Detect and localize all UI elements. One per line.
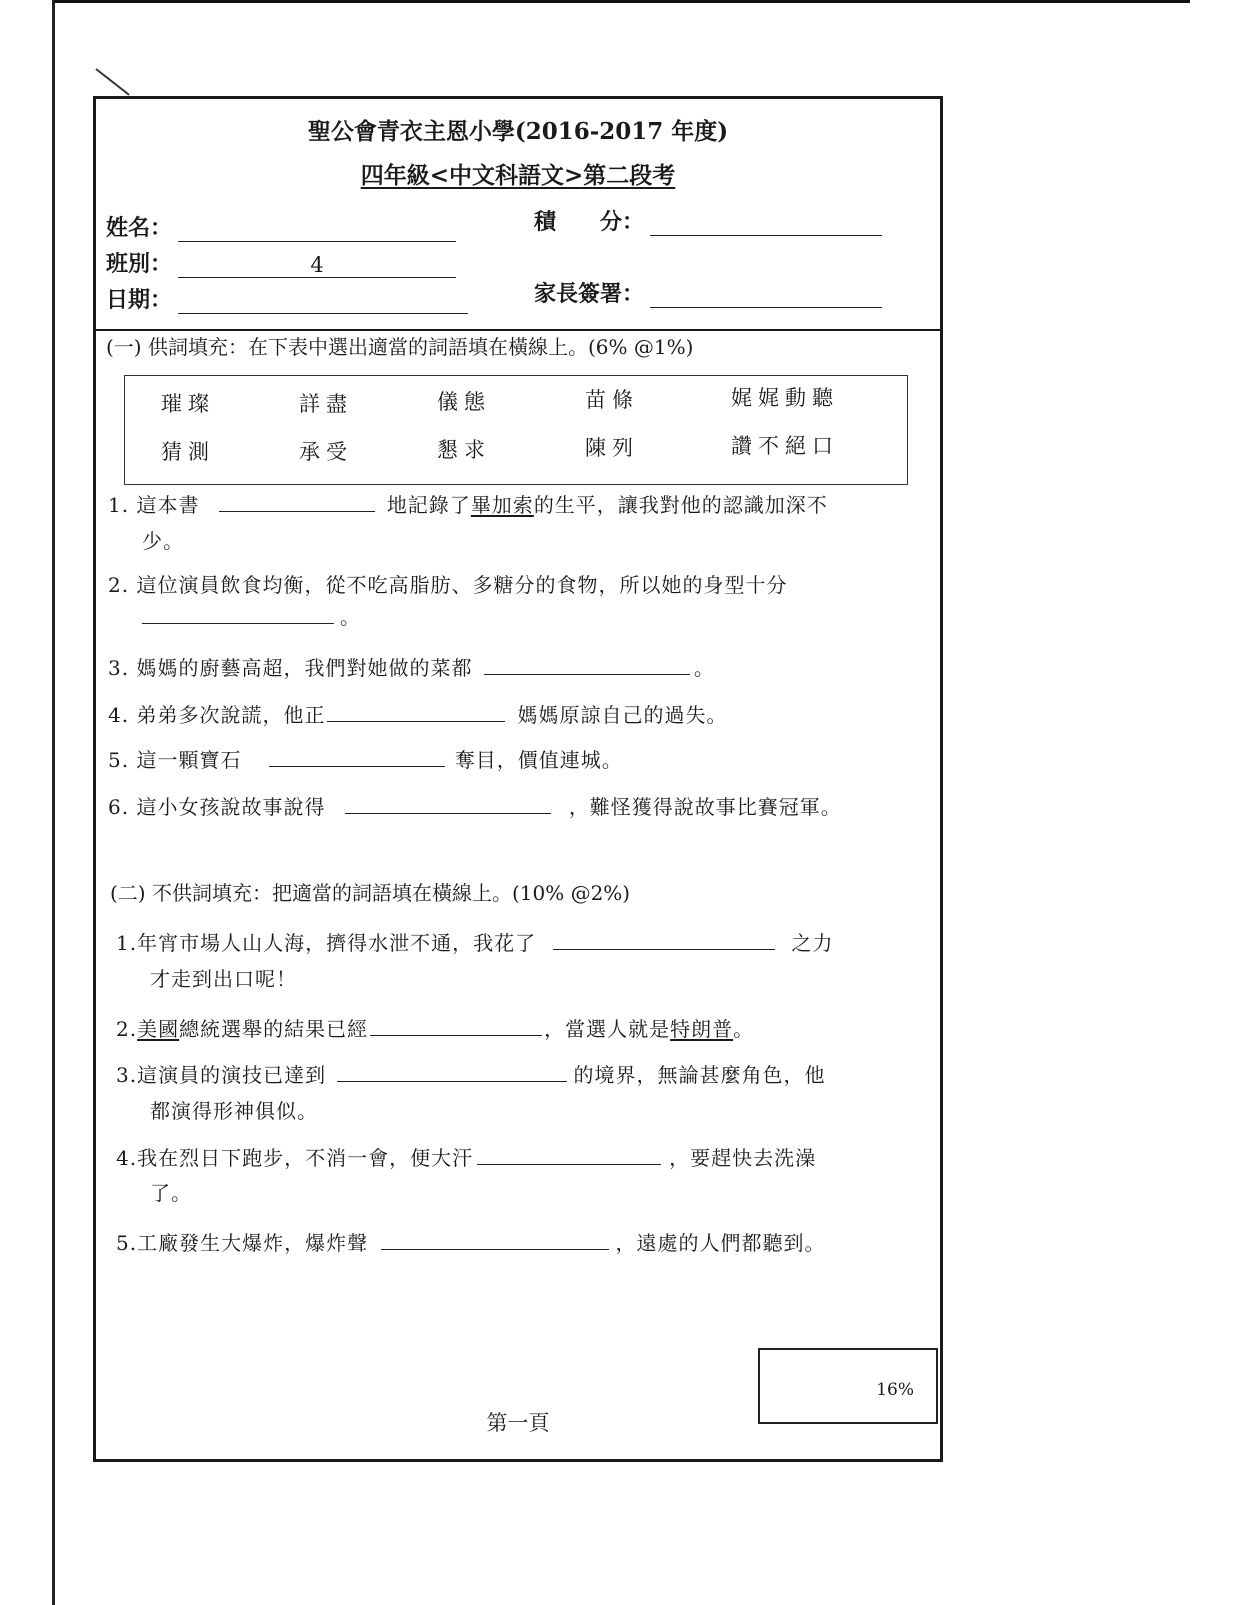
word-bank-item: 璀璨 bbox=[161, 392, 215, 416]
word-bank-item: 猜測 bbox=[161, 440, 215, 464]
answer-blank[interactable] bbox=[381, 1229, 609, 1250]
name-field: 姓名： bbox=[106, 211, 456, 242]
s2-question-4: 4.我在烈日下跑步，不消一會，便大汗 ，要趕快去洗澡 bbox=[116, 1146, 817, 1170]
class-input-line[interactable] bbox=[178, 253, 456, 278]
s1-question-2: 2. 這位演員飲食均衡，從不吃高脂肪、多糖分的食物，所以她的身型十分 bbox=[108, 573, 788, 597]
s1-question-6: 6. 這小女孩說故事說得 ，難怪獲得說故事比賽冠軍。 bbox=[108, 795, 842, 819]
scan-mark bbox=[95, 68, 129, 95]
s2-question-2: 2.美國總統選舉的結果已經 ，當選人就是特朗普。 bbox=[116, 1017, 755, 1041]
class-value: 4 bbox=[310, 253, 324, 277]
word-bank-item: 儀態 bbox=[437, 390, 491, 414]
s1-question-5: 5. 這一顆寶石 奪目，價值連城。 bbox=[108, 748, 623, 772]
s2-question-3: 3.這演員的演技已達到 的境界，無論甚麼角色，他 bbox=[116, 1063, 826, 1087]
s1-question-3: 3. 媽媽的廚藝高超，我們對她做的菜都 。 bbox=[108, 656, 715, 680]
answer-blank[interactable] bbox=[142, 603, 334, 624]
exam-title: 四年級<中文科語文>第二段考 bbox=[360, 162, 676, 189]
scan-edge-top bbox=[55, 0, 1190, 3]
s2-question-1-cont: 才走到出口呢！ bbox=[150, 967, 297, 991]
answer-blank[interactable] bbox=[484, 654, 690, 675]
section-score-label: 16% bbox=[876, 1380, 914, 1400]
school-title: 聖公會青衣主恩小學(2016-2017 年度) bbox=[307, 118, 729, 145]
word-bank-item: 詳盡 bbox=[299, 392, 353, 416]
s2-question-5: 5.工廠發生大爆炸，爆炸聲 ，遠處的人們都聽到。 bbox=[116, 1231, 826, 1255]
class-field: 班別： 4 bbox=[106, 247, 456, 278]
s2-question-1: 1.年宵市場人山人海，擠得水泄不通，我花了 之力 bbox=[116, 931, 834, 955]
answer-blank[interactable] bbox=[345, 793, 551, 814]
s2-question-3-cont: 都演得形神俱似。 bbox=[150, 1099, 318, 1123]
s1-question-1-cont: 少。 bbox=[142, 529, 184, 553]
word-bank bbox=[124, 375, 908, 485]
name-input-line[interactable] bbox=[178, 217, 456, 242]
answer-blank[interactable] bbox=[337, 1061, 567, 1082]
answer-blank[interactable] bbox=[327, 701, 505, 722]
word-bank-item: 承受 bbox=[299, 440, 353, 464]
s1-question-1: 1. 這本書 地記錄了畢加索的生平，讓我對他的認識加深不 bbox=[108, 493, 828, 517]
scan-edge-left bbox=[52, 0, 55, 1605]
word-bank-item: 陳列 bbox=[585, 436, 639, 460]
date-field: 日期： bbox=[106, 283, 468, 314]
score-input-line[interactable] bbox=[650, 211, 882, 236]
word-bank-item: 苗條 bbox=[585, 388, 639, 412]
s2-question-4-cont: 了。 bbox=[150, 1181, 192, 1205]
date-input-line[interactable] bbox=[178, 289, 468, 314]
section1-title: (一) 供詞填充：在下表中選出適當的詞語填在橫線上。(6% @1%) bbox=[106, 335, 694, 359]
answer-blank[interactable] bbox=[370, 1015, 542, 1036]
s1-question-2-cont: 。 bbox=[142, 601, 361, 630]
parent-signature-field: 家長簽署： bbox=[534, 277, 882, 308]
exam-sheet bbox=[93, 96, 943, 1462]
score-field: 積 分： bbox=[534, 205, 882, 236]
parent-signature-line[interactable] bbox=[650, 283, 882, 308]
section2-title: (二) 不供詞填充：把適當的詞語填在橫線上。(10% @2%) bbox=[110, 881, 631, 905]
s1-question-4: 4. 弟弟多次說謊，他正 媽媽原諒自己的過失。 bbox=[108, 703, 728, 727]
answer-blank[interactable] bbox=[219, 491, 375, 512]
answer-blank[interactable] bbox=[553, 929, 775, 950]
word-bank-item: 娓娓動聽 bbox=[731, 386, 839, 410]
page-number: 第一頁 bbox=[486, 1411, 550, 1435]
word-bank-item: 讚不絕口 bbox=[731, 434, 839, 458]
section-score-box bbox=[758, 1348, 938, 1424]
answer-blank[interactable] bbox=[269, 746, 445, 767]
answer-blank[interactable] bbox=[477, 1144, 661, 1165]
word-bank-item: 懇求 bbox=[437, 438, 491, 462]
